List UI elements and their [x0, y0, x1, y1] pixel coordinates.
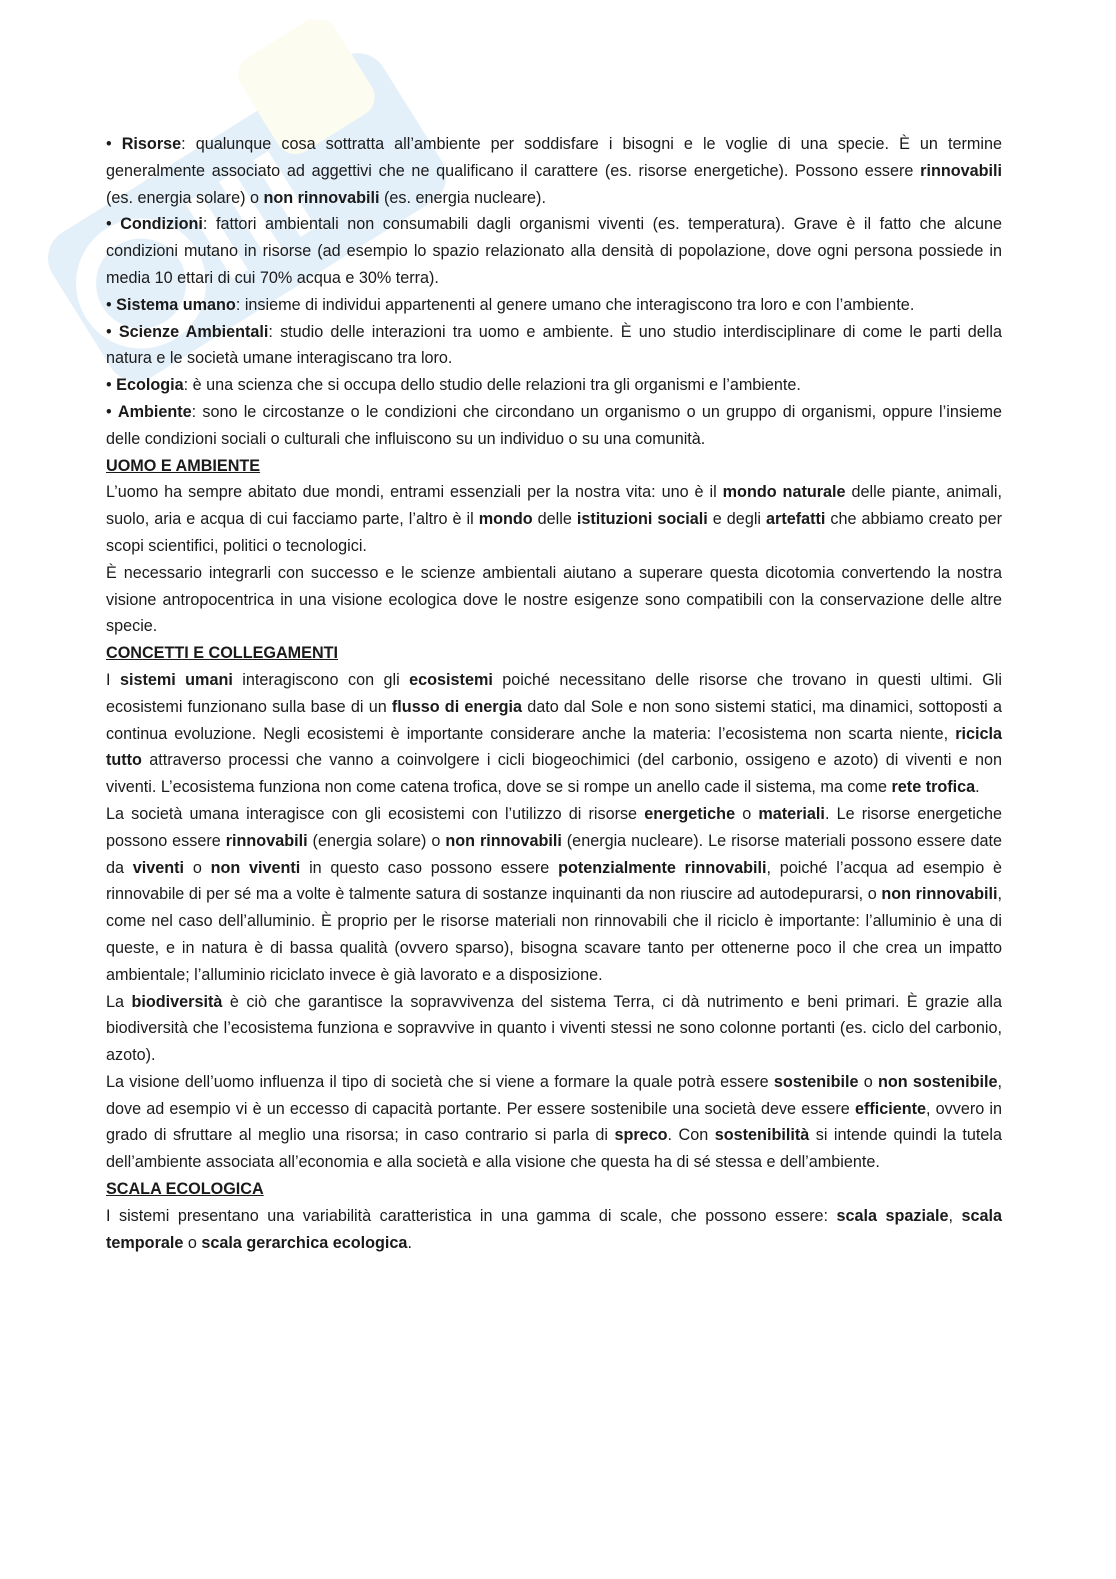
definition-text: : sono le circostanze o le condizioni che circondano un organismo o un gruppo di organismi, oppure l’insieme delle condizioni sociali o culturali che influiscono su un individuo o su una comunità. — [106, 402, 1002, 448]
paragraph: La biodiversità è ciò che garantisce la sopravvivenza del sistema Terra, ci dà nutrimento e beni primari. È grazie alla biodiversità che l’ecosistema funziona e sopravvive in quanto i viventi stessi ne sono colonne portanti (es. ciclo del carbonio, azoto). — [106, 992, 1002, 1065]
definition-text: : è una scienza che si occupa dello studio delle relazioni tra gli organismi e l’ambiente. — [183, 376, 801, 395]
section-heading-scala-ecologica: SCALA ECOLOGICA — [106, 1180, 264, 1199]
term: Ecologia — [116, 376, 184, 395]
term: Sistema umano — [116, 295, 236, 314]
term: Ambiente — [117, 402, 192, 421]
definition-text: (es. energia nucleare). — [379, 188, 546, 207]
section-heading-concetti: CONCETTI E COLLEGAMENTI — [106, 644, 339, 663]
term: Scienze Ambientali — [118, 322, 269, 341]
term: Condizioni — [120, 215, 203, 234]
definition-scienze-ambientali: • Scienze Ambientali: studio delle interazioni tra uomo e ambiente. È uno studio interdisciplinare di come le parti della natura e le società umane interagiscano tra loro. — [106, 322, 1002, 368]
definition-risorse: • Risorse: qualunque cosa sottratta all’ambiente per soddisfare i bisogni e le voglie di una specie. È un termine generalmente associato ad aggettivi che ne qualificano il carattere (es. risorse energetiche). Possono essere rinnovabili (es. energia solare) o non rinnovabili (es. energia nucleare). — [106, 135, 1002, 207]
document-body — [106, 131, 1002, 1256]
definition-text: : fattori ambientali non consumabili dagli organismi viventi (es. temperatura). Grave è il fatto che alcune condizioni mutano in risorse (ad esempio lo spazio relazionato alla densità di popolazione, dove ogni persona possiede in media 10 ettari di cui 70% acqua e 30% terra). — [106, 215, 1002, 287]
paragraph: La società umana interagisce con gli ecosistemi con l’utilizzo di risorse energetiche o materiali. Le risorse energetiche possono essere rinnovabili (energia solare) o non rinnovabili (energia nucleare). Le risorse materiali possono essere date da viventi o non viventi in questo caso possono essere potenzialmente rinnovabili, poiché l’acqua ad esempio è rinnovabile di per sé ma a volte è talmente satura di sostanze inquinanti da non riuscire ad autodepurarsi, o non rinnovabili, come nel caso dell’alluminio. È proprio per le risorse materiali non rinnovabili che il riciclo è importante: l’alluminio è una di queste, e in natura è di bassa qualità (ovvero sparso), bisogna scavare tanto per ottenerne poco il che crea un impatto ambientale; l’alluminio riciclato invece è già lavorato e a disposizione. — [106, 804, 1002, 984]
definition-text: : studio delle interazioni tra uomo e ambiente. È uno studio interdisciplinare di come le parti della natura e le società umane interagiscano tra loro. — [106, 322, 1002, 368]
bold-phrase: non rinnovabili — [263, 188, 380, 207]
bold-phrase: rinnovabili — [920, 161, 1002, 180]
section-heading-uomo-ambiente: UOMO E AMBIENTE — [106, 456, 261, 475]
definition-ecologia: • Ecologia: è una scienza che si occupa dello studio delle relazioni tra gli organismi e l’ambiente. — [106, 376, 801, 395]
definition-text: : insieme di individui appartenenti al genere umano che interagiscono tra loro e con l’ambiente. — [235, 295, 915, 314]
paragraph: È necessario integrarli con successo e le scienze ambientali aiutano a superare questa dicotomia convertendo la nostra visione antropocentrica in una visione ecologica dove le nostre esigenze sono compatibili con la conservazione delle altre specie. — [106, 563, 1002, 636]
paragraph: La visione dell’uomo influenza il tipo di società che si viene a formare la quale potrà essere sostenibile o non sostenibile, dove ad esempio vi è un eccesso di capacità portante. Per essere sostenibile una società deve essere efficiente, ovvero in grado di sfruttare al meglio una risorsa; in caso contrario si parla di spreco. Con sostenibilità si intende quindi la tutela dell’ambiente associata all’economia e alla società e alla visione che questa ha di sé stessa e dell’ambiente. — [106, 1072, 1002, 1172]
definition-ambiente: • Ambiente: sono le circostanze o le condizioni che circondano un organismo o un gruppo di organismi, oppure l’insieme delle condizioni sociali o culturali che influiscono su un individuo o su una comunità. — [106, 402, 1002, 448]
definition-sistema-umano: • Sistema umano: insieme di individui appartenenti al genere umano che interagiscono tra loro e con l’ambiente. — [106, 295, 915, 314]
paragraph: L’uomo ha sempre abitato due mondi, entrami essenziali per la nostra vita: uno è il mondo naturale delle piante, animali, suolo, aria e acqua di cui facciamo parte, l’altro è il mondo delle istituzioni sociali e degli artefatti che abbiamo creato per scopi scientifici, politici o tecnologici. — [106, 483, 1002, 555]
term: Risorse — [121, 135, 182, 153]
definition-condizioni: • Condizioni: fattori ambientali non consumabili dagli organismi viventi (es. temperatura). Grave è il fatto che alcune condizioni mutano in risorse (ad esempio lo spazio relazionato alla densità di popolazione, dove ogni persona possiede in media 10 ettari di cui 70% acqua e 30% terra). — [106, 215, 1002, 287]
definition-text: : qualunque cosa sottratta all’ambiente per soddisfare i bisogni e le voglie di una specie. È un termine generalmente associato ad aggettivi che ne qualificano il carattere (es. risorse energetiche). Possono essere — [106, 135, 1002, 180]
definition-text: (es. energia solare) o — [106, 188, 264, 207]
paragraph: I sistemi presentano una variabilità caratteristica in una gamma di scale, che possono essere: scala spaziale, scala temporale o scala gerarchica ecologica. — [106, 1206, 1003, 1252]
paragraph: I sistemi umani interagiscono con gli ecosistemi poiché necessitano delle risorse che trovano in questi ultimi. Gli ecosistemi funzionano sulla base di un flusso di energia dato dal Sole e non sono sistemi statici, ma dinamici, sottoposti a continua evoluzione. Negli ecosistemi è importante considerare anche la materia: l’ecosistema non scarta niente, ricicla tutto attraverso processi che vanno a coinvolgere i cicli biogeochimici (del carbonio, ossigeno e azoto) di viventi e non viventi. L’ecosistema funziona non come catena trofica, dove se si rompe un anello cade il sistema, ma come rete trofica. — [106, 670, 1002, 797]
